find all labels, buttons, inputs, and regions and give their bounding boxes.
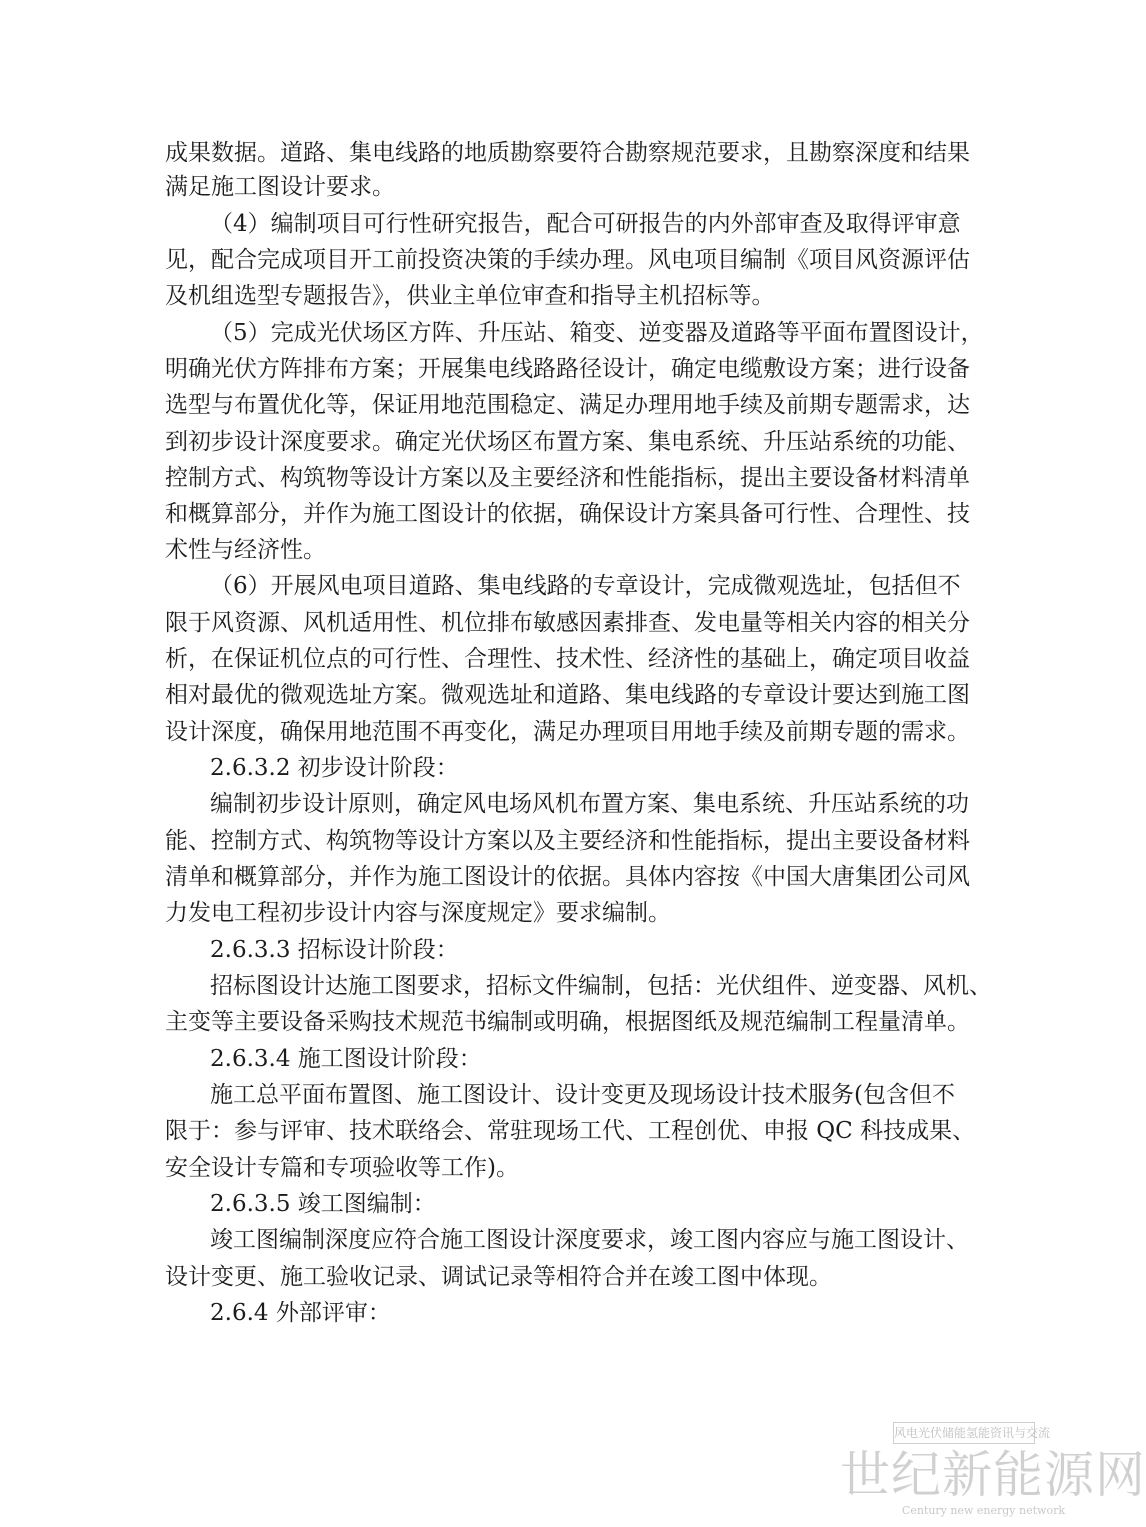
text-line: 见，配合完成项目开工前投资决策的手续办理。风电项目编制《项目风资源评估: [165, 247, 970, 273]
text-line: 相对最优的微观选址方案。微观选址和道路、集电线路的专章设计要达到施工图: [165, 682, 970, 708]
text-line: 力发电工程初步设计内容与深度规定》要求编制。: [165, 900, 671, 926]
text-line: 清单和概算部分，并作为施工图设计的依据。具体内容按《中国大唐集团公司风: [165, 864, 970, 890]
text-line: 明确光伏方阵排布方案；开展集电线路路径设计，确定电缆敷设方案；进行设备: [165, 356, 970, 382]
text-line: 施工总平面布置图、施工图设计、设计变更及现场设计技术服务(包含但不: [210, 1082, 955, 1108]
text-line: 能、控制方式、构筑物等设计方案以及主要经济和性能指标，提出主要设备材料: [165, 828, 970, 854]
text-line: 及机组选型专题报告》，供业主单位审查和指导主机招标等。: [165, 283, 775, 309]
section-heading: 2.6.3.4 施工图设计阶段：: [210, 1046, 482, 1072]
text-line: （5）完成光伏场区方阵、升压站、箱变、逆变器及道路等平面布置图设计，: [210, 320, 984, 346]
text-line: 主变等主要设备采购技术规范书编制或明确，根据图纸及规范编制工程量清单。: [165, 1009, 970, 1035]
text-line: （4）编制项目可行性研究报告，配合可研报告的内外部审查及取得评审意: [210, 211, 961, 237]
section-heading: 2.6.3.5 竣工图编制：: [210, 1191, 436, 1217]
watermark-subtitle: Century new energy network: [901, 1504, 1065, 1517]
section-heading: 2.6.4 外部评审：: [210, 1300, 391, 1326]
text-line: 术性与经济性。: [165, 537, 326, 563]
text-line: 设计变更、施工验收记录、调试记录等相符合并在竣工图中体现。: [165, 1264, 832, 1290]
watermark-tagline: 风电光伏储能氢能资讯与交流: [893, 1422, 1035, 1444]
text-line: （6）开展风电项目道路、集电线路的专章设计，完成微观选址，包括但不: [210, 573, 961, 599]
text-line: 和概算部分，并作为施工图设计的依据，确保设计方案具备可行性、合理性、技: [165, 501, 970, 527]
section-heading: 2.6.3.2 初步设计阶段：: [210, 755, 459, 781]
text-line: 控制方式、构筑物等设计方案以及主要经济和性能指标，提出主要设备材料清单: [165, 465, 970, 491]
watermark-logo: 世纪新能源网: [840, 1446, 1146, 1504]
text-line: 编制初步设计原则，确定风电场风机布置方案、集电系统、升压站系统的功: [210, 791, 969, 817]
text-line: 招标图设计达施工图要求，招标文件编制，包括：光伏组件、逆变器、风机、: [210, 973, 992, 999]
text-line: 限于：参与评审、技术联络会、常驻现场工代、工程创优、申报 QC 科技成果、: [165, 1118, 976, 1144]
text-line: 限于风资源、风机适用性、机位排布敏感因素排查、发电量等相关内容的相关分: [165, 610, 970, 636]
section-heading: 2.6.3.3 招标设计阶段：: [210, 937, 459, 963]
text-line: 到初步设计深度要求。确定光伏场区布置方案、集电系统、升压站系统的功能、: [165, 429, 970, 455]
text-line: 安全设计专篇和专项验收等工作)。: [165, 1155, 519, 1181]
text-line: 选型与布置优化等，保证用地范围稳定、满足办理用地手续及前期专题需求，达: [165, 392, 970, 418]
text-line: 满足施工图设计要求。: [165, 174, 395, 200]
text-line: 成果数据。道路、集电线路的地质勘察要符合勘察规范要求，且勘察深度和结果: [165, 140, 970, 166]
text-line: 竣工图编制深度应符合施工图设计深度要求，竣工图内容应与施工图设计、: [210, 1227, 969, 1253]
text-line: 析，在保证机位点的可行性、合理性、技术性、经济性的基础上，确定项目收益: [165, 646, 970, 672]
text-line: 设计深度，确保用地范围不再变化，满足办理项目用地手续及前期专题的需求。: [165, 719, 970, 745]
